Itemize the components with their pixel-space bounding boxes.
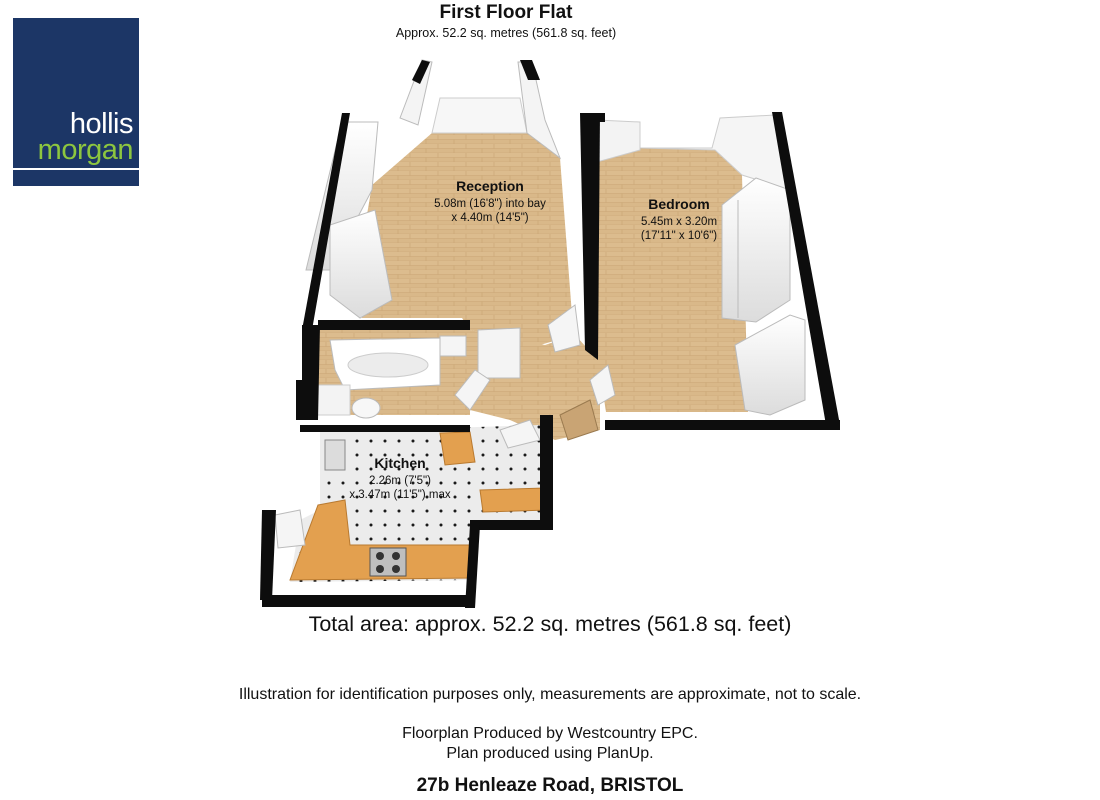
bedroom-dimensions-1: 5.45m x 3.20m — [640, 216, 718, 228]
floor-title: First Floor Flat — [439, 2, 573, 23]
logo-word-hollis: hollis — [69, 108, 133, 140]
reception-name: Reception — [456, 178, 524, 194]
bedroom-dimensions-2: (17'11" x 10'6") — [640, 230, 718, 242]
property-address: 27b Henleaze Road, BRISTOL — [416, 775, 684, 796]
reception-dimensions-2: x 4.40m (14'5") — [451, 212, 529, 224]
kitchen-name: Kitchen — [374, 455, 426, 471]
credit-westcountry: Floorplan Produced by Westcountry EPC. — [402, 725, 698, 742]
floor-area-subtitle: Approx. 52.2 sq. metres (561.8 sq. feet) — [395, 26, 617, 40]
bathroom — [305, 330, 470, 418]
reception-dimensions-1: 5.08m (16'8") into bay — [434, 198, 546, 210]
total-area: Total area: approx. 52.2 sq. metres (561.8 sq. feet) — [308, 612, 792, 636]
kitchen — [275, 420, 552, 582]
disclaimer: Illustration for identification purposes only, measurements are approximate, not to scale. — [238, 686, 862, 703]
bedroom-label — [641, 196, 717, 242]
bedroom-name: Bedroom — [648, 196, 710, 212]
bedroom — [595, 115, 805, 415]
logo-word-morgan: morgan — [37, 134, 133, 166]
kitchen-dimensions-1: 2.26m (7'5") — [369, 475, 431, 487]
kitchen-dimensions-2: x 3.47m (11'5") max — [349, 489, 451, 501]
credit-planup: Plan produced using PlanUp. — [446, 745, 654, 762]
